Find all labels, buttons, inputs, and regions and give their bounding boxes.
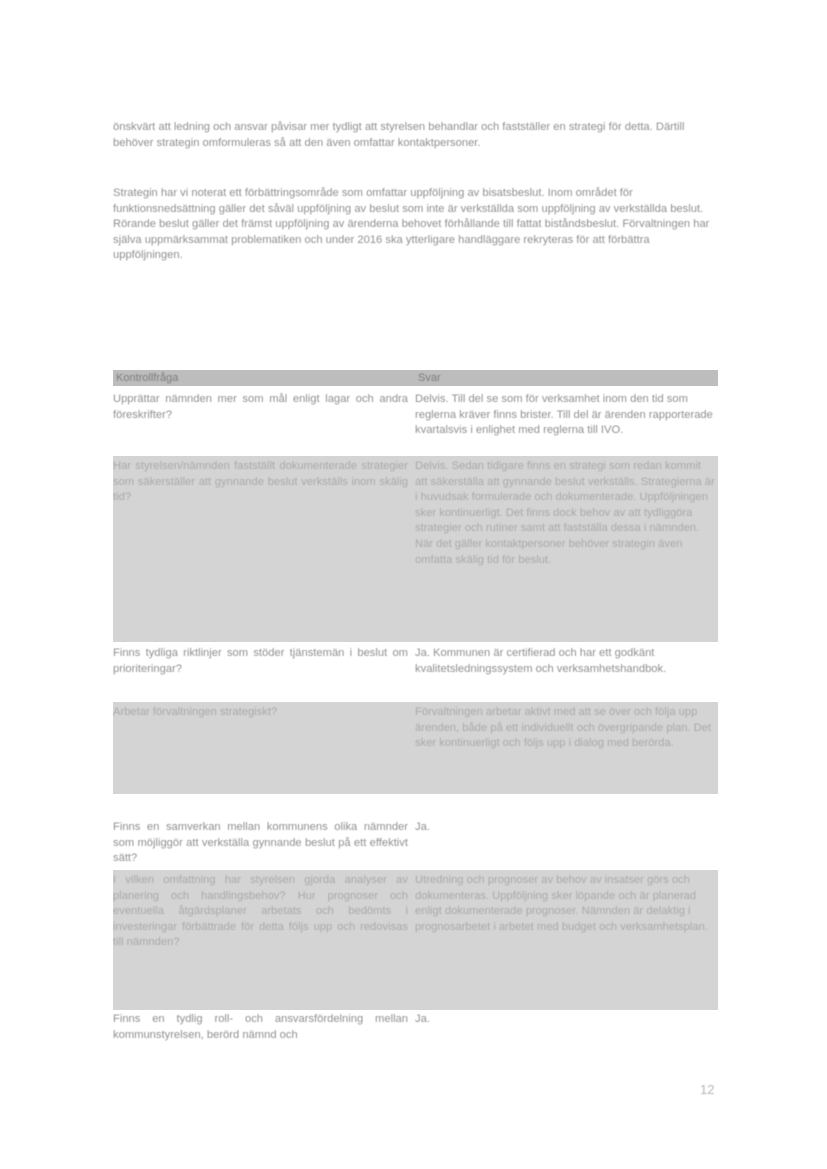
body-paragraph-2: Strategin har vi noterat ett förbättringsområde som omfattar uppföljning av bisatsbeslut. Inom området för funktionsnedsättning gäller det såväl uppföljning av beslut som inte är verkställda som uppföljning av verkställda beslut. Rörande beslut gäller det främst uppföljning av ärenderna behovet förhållande till fattat biståndsbeslut. Förvaltningen har själva uppmärksammat problematiken och under 2016 ska ytterligare handläggare rekryteras för att förbättra uppföljningen.: [113, 187, 710, 262]
table-row: [113, 1012, 718, 1052]
table-answer: Ja.: [415, 821, 430, 833]
table-header-row: [113, 370, 718, 386]
table-answer: Ja. Kommunen är certifierad och har ett godkänt kvalitetsledningssystem och verksamhetshandbok.: [415, 647, 667, 675]
table-answer: Delvis. Sedan tidigare finns en strategi som redan kommit att säkerställa att gynnande beslut verkställs. Strategierna är i huvudsak formulerade och dokumenterade. Uppföljningen sker kontinuerligt. Det finns dock behov av att tydliggöra strategier och rutiner samt att fastställa dessa i nämnden. När det gäller kontaktpersoner behöver strategin även omfatta skälig tid för beslut.: [415, 460, 715, 566]
table-header-question: Kontrollfråga: [116, 372, 179, 384]
body-paragraph-1: önskvärt att ledning och ansvar påvisar mer tydligt att styrelsen behandlar och fastställer en strategi för detta. Därtill behöver strategin omformuleras så att den även omfattar kontaktpersoner.: [113, 121, 685, 149]
table-row: [113, 392, 718, 454]
table-answer: Delvis. Till del se som för verksamhet inom den tid som reglerna kräver finns brister. Till del är ärenden rapporterade kvartalsvis i enlighet med reglerna till IVO.: [415, 393, 713, 437]
table-row: [113, 456, 718, 642]
table-answer: Förvaltningen arbetar aktivt med att se över och följa upp ärenden, både på ett individuellt och övergripande plan. Det sker kontinuerligt och följs upp i dialog med berörda.: [415, 706, 712, 750]
table-answer: Ja.: [415, 1013, 430, 1025]
table-question: I vilken omfattning har styrelsen gjorda analyser av planering och handlingsbehov? Hur prognoser och eventuella åtgärdsplaner arbetats och bedömts i investeringar förbättrade för detta följs upp och redovisas till nämnden?: [113, 874, 408, 949]
table-question: Finns tydliga riktlinjer som stöder tjänstemän i beslut om prioriteringar?: [113, 647, 408, 675]
table-answer: Utredning och prognoser av behov av insatser görs och dokumenteras. Uppföljning sker löpande och är planerad enligt dokumenterade prognoser. Nämnden är delaktig i prognosarbetet i arbetet med budget och verksamhetsplan.: [415, 874, 708, 933]
table-question: Finns en tydlig roll- och ansvarsfördelning mellan kommunstyrelsen, berörd nämnd och: [113, 1013, 408, 1041]
table-question: Har styrelsen/nämnden fastställt dokumenterade strategier som säkerställer att gynnande beslut verkställs inom skälig tid?: [113, 460, 408, 504]
table-question: Upprättar nämnden mer som mål enligt lagar och andra föreskrifter?: [113, 393, 408, 421]
table-row: [113, 646, 718, 696]
table-row: [113, 870, 718, 1010]
table-row: [113, 702, 718, 794]
table-question: Arbetar förvaltningen strategiskt?: [113, 706, 278, 718]
table-row: [113, 820, 718, 868]
page-number: 12: [700, 1082, 715, 1097]
table-header-answer: Svar: [418, 372, 441, 384]
table-question: Finns en samverkan mellan kommunens olika nämnder som möjliggör att verkställa gynnande beslut på ett effektivt sätt?: [113, 821, 408, 865]
